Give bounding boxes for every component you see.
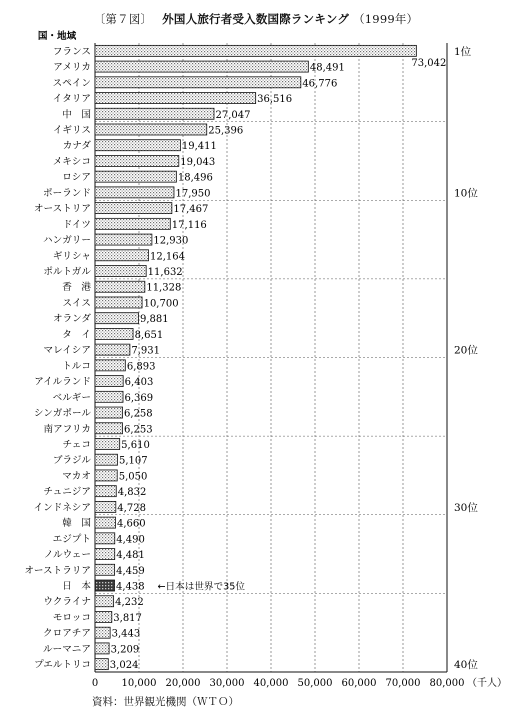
bar [95,549,115,560]
figure-label: 〔第７図〕 [93,12,153,26]
value-label: 10,700 [143,298,179,310]
bar [95,140,180,151]
bar [95,61,308,72]
category-label: イタリア [52,93,91,105]
bar [95,376,123,387]
bar [95,659,108,670]
x-tick-label: 70,000 [385,678,421,689]
unit-label: （千人） [467,678,507,689]
bar [95,77,301,88]
value-label: 4,728 [117,502,146,514]
x-tick-label: 0 [91,678,99,689]
value-label: 6,403 [124,377,154,389]
category-label: トルコ [62,360,91,372]
value-label: 4,459 [116,565,145,577]
bar [95,360,125,371]
category-label: ドイツ [62,219,91,231]
category-label: 韓 国 [62,518,91,530]
value-label: 3,817 [113,612,142,624]
value-label: 3,209 [110,644,140,656]
rank-label: 10位 [454,187,478,200]
value-label: 27,047 [215,109,251,121]
category-label: ギリシャ [52,250,91,262]
bar [95,486,116,497]
x-tick-label: 40,000 [253,678,289,689]
category-label: ロシア [62,172,91,184]
category-label: ポーランド [43,187,91,199]
category-label: タ イ [62,329,91,341]
value-label: 11,328 [146,282,182,294]
value-label: 3,024 [109,660,139,672]
bar [95,187,174,198]
bar [95,250,149,261]
value-label: 73,042 [411,57,447,69]
japan-annotation: ←日本は世界で35位 [157,581,245,593]
category-label: イギリス [52,124,91,136]
x-tick-label: 80,000 [429,678,465,689]
category-label: エジプト [52,533,91,545]
source-note: 資料：世界観光機関（ＷＴＯ） [92,696,239,708]
bar [95,328,133,339]
bar [95,423,123,434]
bar [95,234,152,245]
rank-label: 30位 [454,501,478,514]
value-label: 4,490 [116,534,145,546]
category-label: アメリカ [53,62,91,74]
category-label: スペイン [52,77,91,89]
category-label: アイルランド [34,376,91,388]
title-year: （1999年） [353,12,419,26]
category-label: シンガポール [33,408,91,420]
value-label: 12,164 [150,251,186,263]
category-label: カナダ [62,140,91,152]
category-label: ブラジル [52,455,91,467]
rank-label: 20位 [454,344,478,357]
category-header: 国・地域 [37,31,77,42]
category-label: マレイシア [43,345,91,357]
category-label: チュニジア [43,486,91,498]
value-label: 17,116 [171,219,207,231]
value-label: 8,651 [134,329,164,341]
value-label: 4,660 [117,518,146,530]
bar [95,533,115,544]
bar [95,580,115,591]
value-label: 5,107 [118,455,148,467]
value-label: 36,516 [257,94,293,106]
category-label: オランダ [53,313,91,325]
value-label: 48,491 [309,62,345,74]
value-label: 18,496 [177,172,213,184]
value-label: 46,776 [302,78,338,90]
value-label: 4,232 [115,597,144,609]
category-label: モロッコ [52,612,91,624]
bar [95,407,123,418]
value-label: 6,893 [126,361,156,373]
value-label: 6,369 [124,392,154,404]
bar [95,438,120,449]
category-label: 中 国 [62,109,91,121]
value-label: 17,467 [173,204,209,216]
category-label: マカオ [62,470,91,482]
bar [95,93,256,104]
category-label: 日 本 [62,581,91,593]
category-label: オーストラリア [24,565,91,577]
value-label: 6,258 [124,408,153,420]
category-label: ポルトガル [43,266,91,278]
category-label: クロアチア [43,628,91,640]
category-label: ウクライナ [43,596,91,608]
category-label: ルーマニア [43,643,91,655]
rank-label: 1位 [454,45,472,58]
category-label: ベルギー [52,392,91,404]
category-label: オーストリア [33,203,91,215]
bar [95,470,117,481]
value-label: 5,050 [118,471,148,483]
bar [95,391,123,402]
x-tick-label: 20,000 [165,678,201,689]
bar [95,266,146,277]
category-label: プエルトリコ [34,659,91,671]
bar [95,596,114,607]
value-label: 12,930 [153,235,189,247]
bar [95,344,130,355]
value-label: 4,481 [116,550,145,562]
value-label: 19,043 [180,156,216,168]
category-label: チェコ [62,439,91,451]
value-label: 3,443 [111,628,141,640]
category-label: ノルウェー [43,549,91,561]
bar [95,643,109,654]
bar [95,281,145,292]
bar [95,313,138,324]
value-label: 25,396 [208,125,244,137]
category-label: ハンガリー [43,235,91,247]
value-label: 5,610 [121,439,150,451]
bar [95,611,112,622]
category-label: スイス [62,297,91,309]
bar [95,124,207,135]
bar [95,517,116,528]
value-label: 17,950 [175,188,211,200]
value-label: 11,632 [147,267,183,279]
bar [95,155,179,166]
bar [95,108,214,119]
bar [95,297,142,308]
value-label: 7,931 [131,345,161,357]
value-label: 4,832 [117,487,147,499]
bar [95,203,172,214]
bar [95,454,117,465]
x-tick-label: 50,000 [297,678,333,689]
category-label: 香 港 [62,282,91,294]
bar [95,171,176,182]
category-label: 南アフリカ [43,423,91,435]
x-tick-label: 10,000 [121,678,157,689]
value-label: 9,881 [139,314,169,326]
x-tick-label: 60,000 [341,678,377,689]
x-tick-label: 30,000 [209,678,245,689]
value-label: 4,438 [116,581,145,593]
category-label: フランス [52,46,91,58]
bar [95,501,116,512]
title-main: 外国人旅行者受入数国際ランキング [162,12,350,26]
value-label: 19,411 [181,141,217,153]
value-label: 6,253 [124,424,153,436]
bar [95,564,115,575]
category-label: インドネシア [33,502,91,514]
bar [95,218,170,229]
bar [95,627,110,638]
bar [95,45,416,56]
rank-label: 40位 [454,659,478,672]
category-label: メキシコ [52,156,91,168]
